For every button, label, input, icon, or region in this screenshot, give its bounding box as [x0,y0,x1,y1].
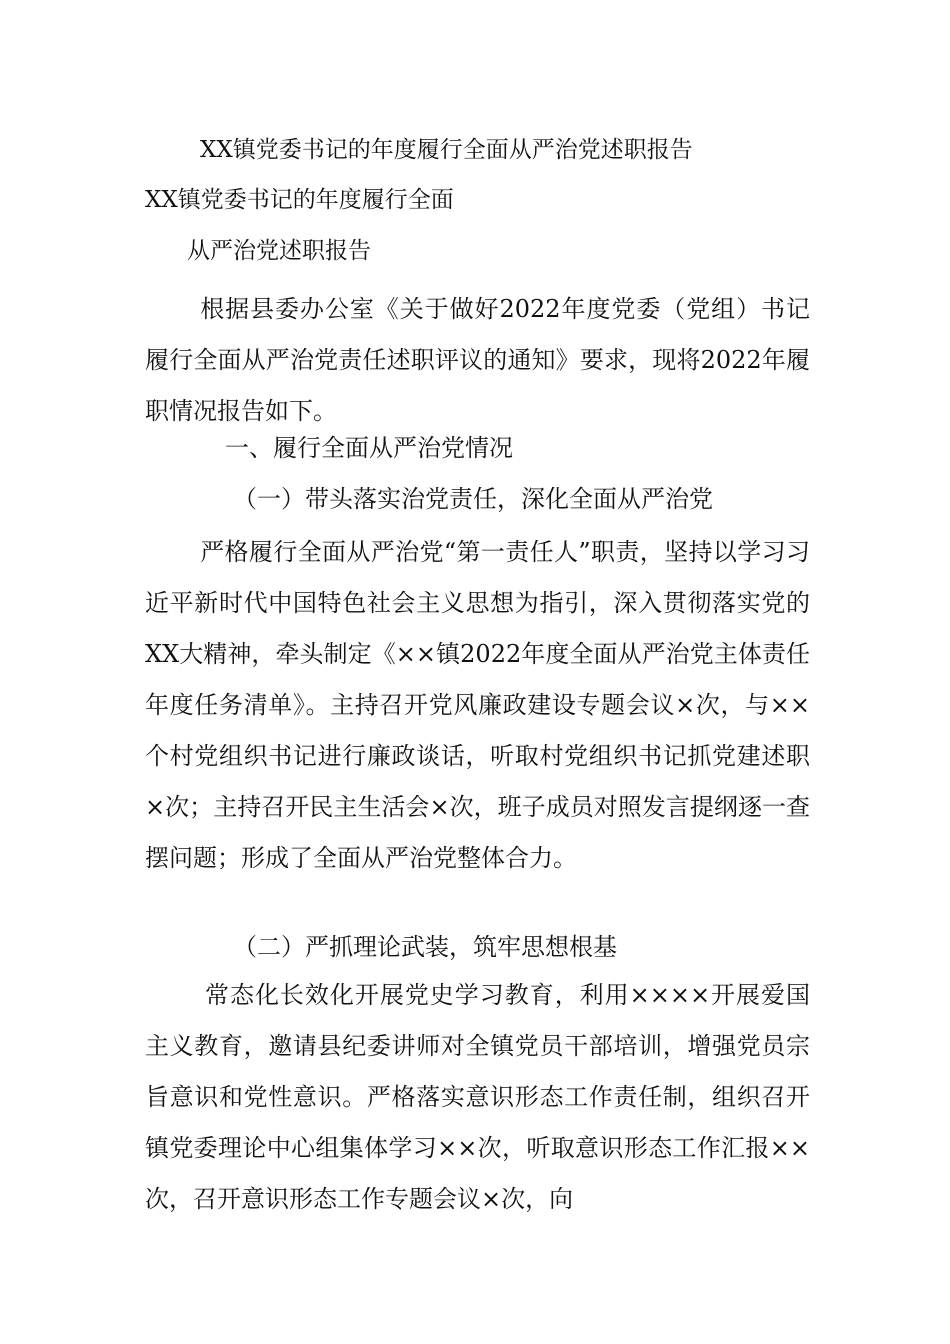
intro-paragraph: 根据县委办公室《关于做好2022年度党委（党组）书记履行全面从严治党责任述职评议的通知》要求，现将2022年履职情况报告如下。 [145,295,810,425]
subsection-2-paragraph: 常态化长效化开展党史学习教育，利用××××开展爱国主义教育，邀请县纪委讲师对全镇党员干部培训，增强党员宗旨意识和党性意识。严格落实意识形态工作责任制，组织召开镇党委理论中心组集体学习××次，听取意识形态工作汇报××次，召开意识形态工作专题会议×次，向 [145,981,810,1213]
document-title: XX镇党委书记的年度履行全面从严治党述职报告 [200,137,693,163]
subsection-1-heading: （一）带头落实治党责任，深化全面从严治党 [233,485,713,513]
section-1-heading: 一、履行全面从严治党情况 [225,434,513,462]
subsection-1-paragraph: 严格履行全面从严治党“第一责任人”职责，坚持以学习习近平新时代中国特色社会主义思想为指引，深入贯彻落实党的XX大精神，牵头制定《××镇2022年度全面从严治党主体责任年度任务清单》。主持召开党风廉政建设专题会议×次，与××个村党组织书记进行廉政谈话，听取村党组织书记抓党建述职×次；主持召开民主生活会×次，班子成员对照发言提纲逐一查摆问题；形成了全面从严治党整体合力。 [145,538,810,872]
subsection-2-heading: （二）严抓理论武装，筑牢思想根基 [233,933,617,961]
document-subtitle-line-2: 从严治党述职报告 [187,238,371,264]
document-subtitle-line-1: XX镇党委书记的年度履行全面 [145,187,454,213]
